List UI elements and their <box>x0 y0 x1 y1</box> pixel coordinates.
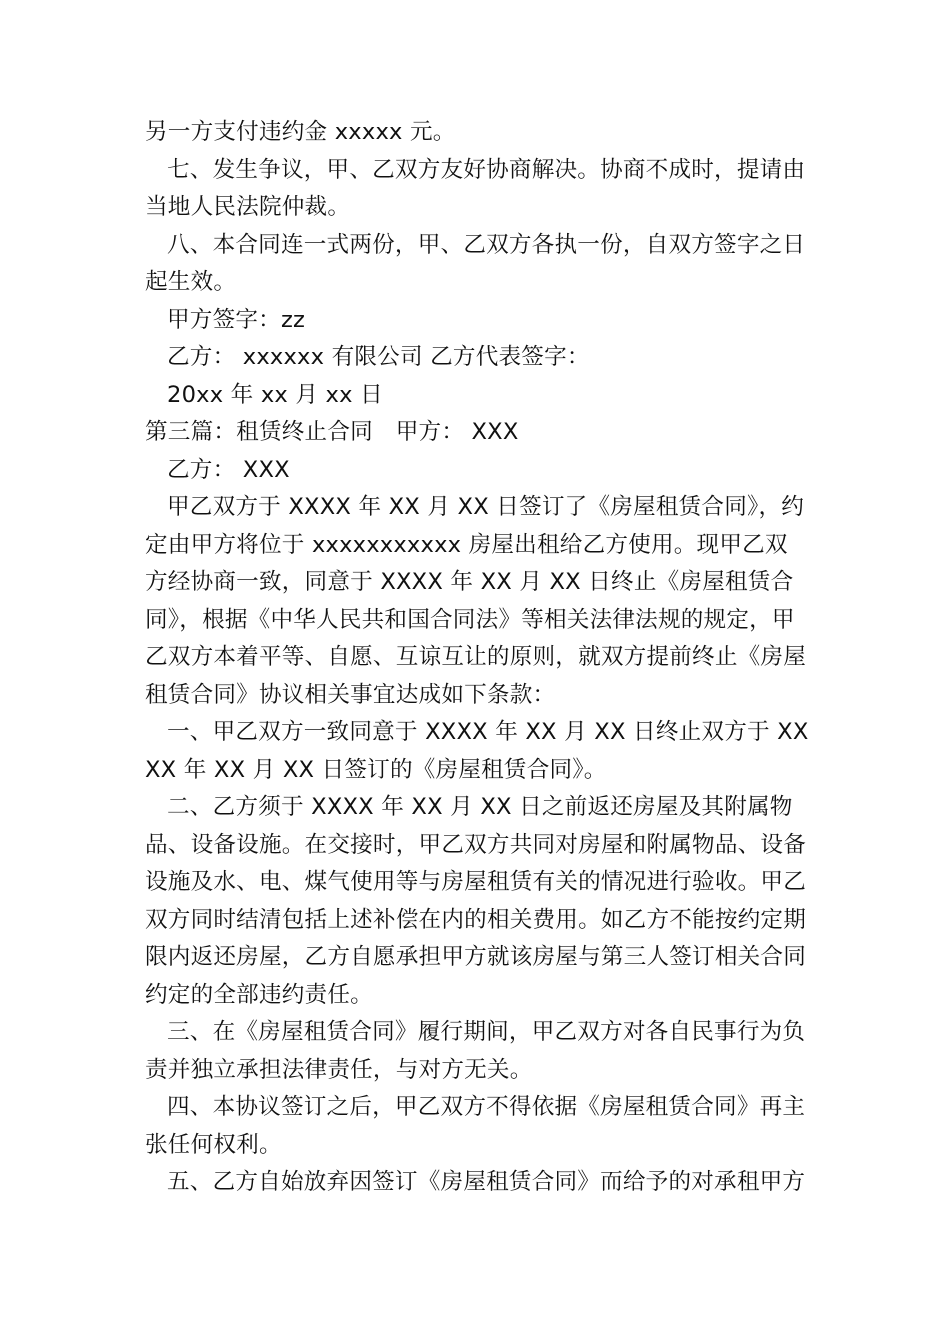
party-b-signature: 乙方： xxxxxx 有限公司 乙方代表签字： <box>167 344 590 370</box>
paragraph-term-three: 三、在《房屋租赁合同》履行期间，甲乙双方对各自民事行为负责并独立承担法律责任，与对方无关。 <box>145 1019 806 1083</box>
paragraph-penalty-continuation: 另一方支付违约金 xxxxx 元。 <box>145 119 456 145</box>
paragraph-term-one: 一、甲乙双方一致同意于 XXXX 年 XX 月 XX 日终止双方于 XXXX 年 XX 月 XX 日签订的《房屋租赁合同》。 <box>145 719 809 783</box>
party-b-line: 乙方： XXX <box>167 456 290 483</box>
paragraph-term-five: 五、乙方自始放弃因签订《房屋租赁合同》而给予的对承租甲方 <box>167 1169 806 1195</box>
paragraph-clause-seven: 七、发生争议，甲、乙双方友好协商解决。协商不成时，提请由当地人民法院仲裁。 <box>145 156 806 220</box>
paragraph-preamble: 甲乙双方于 XXXX 年 XX 月 XX 日签订了《房屋租赁合同》，约定由甲方将位于 xxxxxxxxxxx 房屋出租给乙方使用。现甲乙双方经协商一致，同意于 XXXX 年 XX 月 XX 日终止《房屋租赁合同》，根据《中华人民共和国合同法》等相关法律法规的规定，甲乙双方本着平等、自愿、互谅互让的原则，就双方提前终止《房屋租赁合同》协议相关事宜达成如下条款： <box>145 494 807 708</box>
section-three-heading: 第三篇：租赁终止合同 甲方： XXX <box>145 419 519 445</box>
paragraph-term-four: 四、本协议签订之后，甲乙双方不得依据《房屋租赁合同》再主张任何权利。 <box>145 1094 806 1158</box>
party-a-signature: 甲方签字：zz <box>167 306 306 333</box>
document-body <box>145 114 810 1202</box>
paragraph-clause-eight: 八、本合同连一式两份，甲、乙双方各执一份，自双方签字之日起生效。 <box>145 231 806 295</box>
signing-date: 20xx 年 xx 月 xx 日 <box>167 381 383 408</box>
paragraph-term-two: 二、乙方须于 XXXX 年 XX 月 XX 日之前返还房屋及其附属物品、设备设施。在交接时，甲乙双方共同对房屋和附属物品、设备设施及水、电、煤气使用等与房屋租赁有关的情况进行验收。甲乙双方同时结清包括上述补偿在内的相关费用。如乙方不能按约定期限内返还房屋，乙方自愿承担甲方就该房屋与第三人签订相关合同约定的全部违约责任。 <box>145 794 807 1008</box>
